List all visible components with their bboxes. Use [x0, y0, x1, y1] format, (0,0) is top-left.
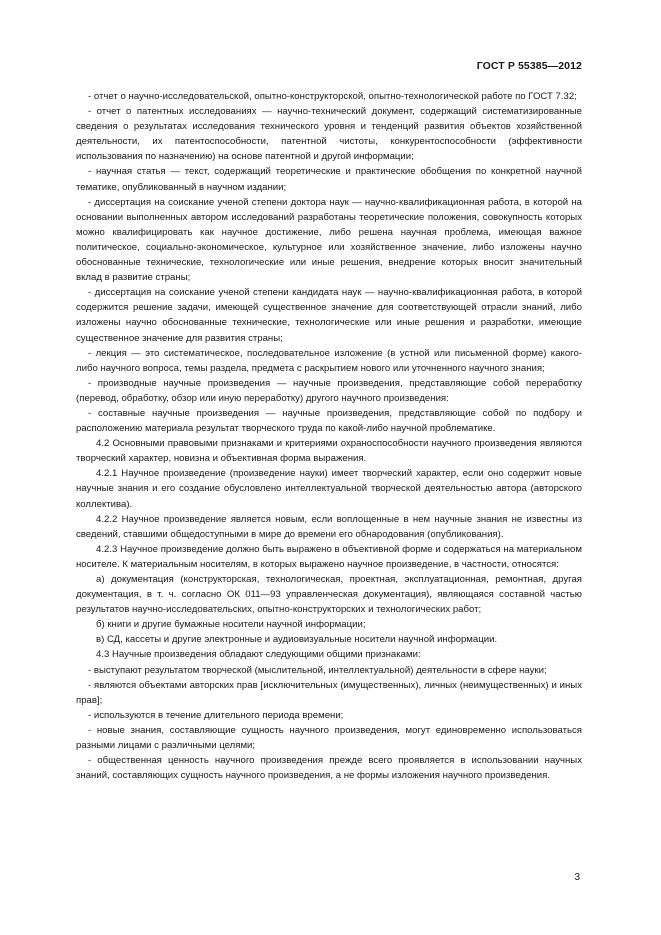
paragraph-item-doctoral-dissertation: - диссертация на соискание ученой степени доктора наук — научно-квалификационная работа, в которой на основании выполненных автором исследований разработаны теоретические положения, совокупность которых можно квалифицировать как научное достижение, либо решена научная проблема, имеющая важное политическое, социально-экономическое, культурное или хозяйственное значение, либо изложены научно обоснованные технические, технологические или иные решения, внедрение которых вносит значительный вклад в развитие страны; — [76, 196, 582, 284]
paragraph-item-copyright-objects: - являются объектами авторских прав [исключительных (имущественных), личных (неимущественных) и иных прав]; — [76, 679, 582, 706]
paragraph-item-derivative-works: - производные научные произведения — научные произведения, представляющие собой переработку (перевод, обработку, обзор или иную переработку) другого научного произведения: — [76, 377, 582, 404]
paragraph-item-patent-report: - отчет о патентных исследованиях — научно-технический документ, содержащий систематизированные сведения о результатах исследования технического уровня и тенденций развития объектов хозяйственной деятельности, их патентоспособности, патентной чистоты, конкурентоспособности (эффективности использования по назначению) на основе патентной и другой информации; — [76, 106, 582, 163]
paragraph-item-rnd-report: - отчет о научно-исследовательской, опытно-конструкторской, опытно-технологической работе по ГОСТ 7.32; — [88, 91, 577, 102]
clause-4-2-2: 4.2.2 Научное произведение является новым, если воплощенные в нем научные знания не известны из сведений, ставшими общедоступными в мире до времени его обнародования (опубликования). — [76, 513, 582, 540]
list-item-b: б) книги и другие бумажные носители научной информации; — [96, 619, 366, 631]
clause-4-2: 4.2 Основными правовыми признаками и критериями охраноспособности научного произведения являются творческий характер, новизна и объективная форма выражения. — [76, 438, 582, 465]
paragraph-item-long-term-use: - используются в течение длительного периода времени; — [88, 709, 344, 721]
clause-4-2-1: 4.2.1 Научное произведение (произведение науки) имеет творческий характер, если оно содержит новые научные знания и его создание обусловлено интеллектуальной творческой деятельностью автора (авторского коллектива). — [76, 468, 582, 510]
clause-4-3: 4.3 Научные произведения обладают следующими общими признаками: — [96, 649, 421, 661]
paragraph-item-creative-result: - выступают результатом творческой (мыслительной, интеллектуальной) деятельности в сфере науки; — [88, 664, 547, 676]
paragraph-item-scientific-article: - научная статья — текст, содержащий теоретические и практические обобщения по конкретной научной тематике, опубликованный в научном издании; — [76, 166, 582, 193]
paragraph-item-social-value: - общественная ценность научного произведения прежде всего проявляется в использовании научных знаний, составляющих сущность научного произведения, а не формы изложения научного произведения. — [76, 755, 582, 782]
paragraph-item-lecture: - лекция — это систематическое, последовательное изложение (в устной или письменной форме) какого-либо научного вопроса, темы раздела, предмета с раскрытием нового или уточненного научного знания; — [76, 347, 582, 374]
page-number: 3 — [574, 872, 580, 883]
clause-4-2-3: 4.2.3 Научное произведение должно быть выражено в объективной форме и содержаться на материальном носителе. К материальным носителям, в которых выражено научное произведение, в частности, относятся: — [76, 543, 582, 570]
list-item-c: в) СД, кассеты и другие электронные и аудиовизуальные носители научной информации. — [96, 634, 498, 646]
paragraph-item-candidate-dissertation: - диссертация на соискание ученой степени кандидата наук — научно-квалификационная работа, в которой содержится решение задачи, имеющей существенное значение для соответствующей отрасли знаний, либо изложены научно обоснованные технические, технологические или иные решения и разработки, имеющие существенное значение для развития страны; — [76, 287, 582, 344]
list-item-a: а) документация (конструкторская, технологическая, проектная, эксплуатационная, ремонтная, другая документация, в т. ч. согласно ОК 011—93 управленческая документация), являющаяся составной частью результатов научно-исследовательских, опытно-конструкторских и технологических работ; — [76, 574, 582, 616]
paragraph-item-composite-works: - составные научные произведения — научные произведения, представляющие собой по подбору и расположению материала результат творческого труда по какой-либо научной проблематике. — [76, 407, 582, 435]
document-header: ГОСТ Р 55385—2012 — [476, 60, 582, 72]
paragraph-item-simultaneous-use: - новые знания, составляющие сущность научного произведения, могут единовременно использоваться разными лицами с различными целями; — [76, 724, 582, 752]
document-body — [76, 89, 582, 783]
